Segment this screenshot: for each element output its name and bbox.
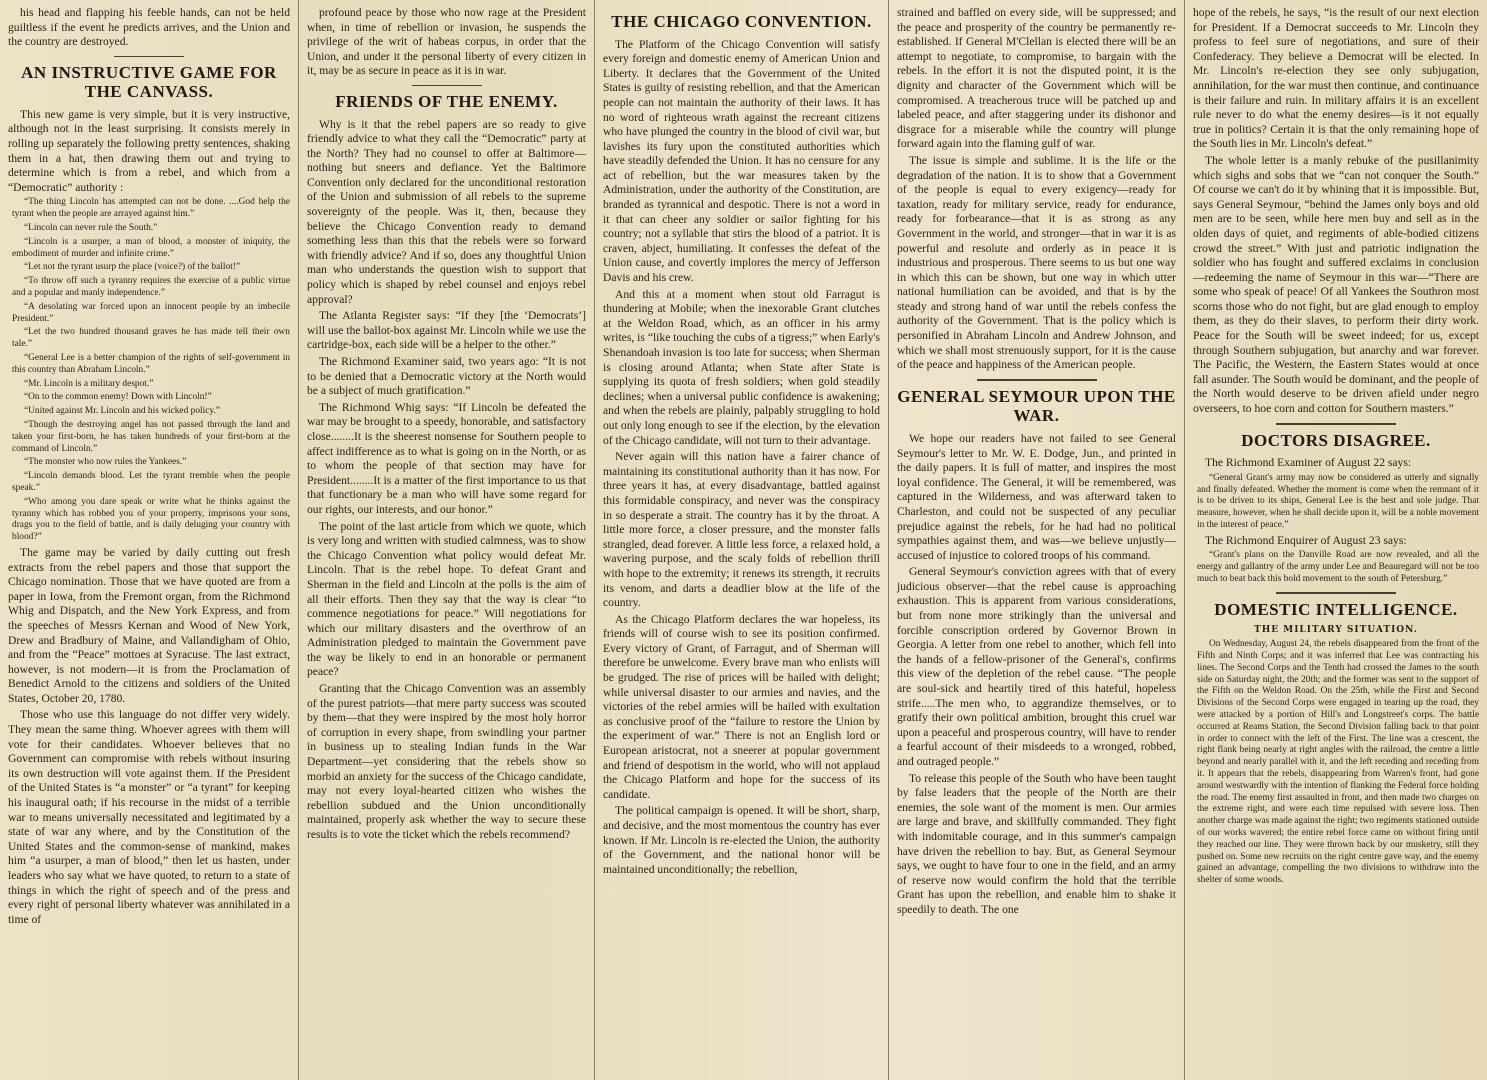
article-paragraph: The Richmond Examiner said, two years ago: “It is not to be denied that a Democratic victory at the North would be a subject of much gratification.”: [307, 355, 586, 398]
quoted-paragraph: “A desolating war forced upon an innocent people by an imbecile President.”: [12, 301, 290, 324]
article-paragraph: The Richmond Whig says: “If Lincoln be defeated the war may be brought to a speedy, honorable, and satisfactory close........It is the sheerest nonsense for Southern people to affect indifference as to what is going on in the North, or as to whom the people of that section may have for President........It is a matter of the first importance to us that that functionary be a man who will have some regard for our rights, our interests, and our honor.”: [307, 400, 586, 516]
quoted-paragraph: “The thing Lincoln has attempted can not be done. ....God help the tyrant when the people are arrayed against him.”: [12, 197, 290, 220]
quoted-paragraph: “Mr. Lincoln is a military despot.”: [24, 378, 154, 389]
quoted-paragraph: “To throw off such a tyranny requires the exercise of a public virtue and a popular and manly independence.”: [12, 276, 290, 299]
quoted-paragraph: “Let the two hundred thousand graves he has made tell their own tale.”: [12, 327, 290, 350]
column-3: [594, 0, 888, 1080]
article-headline: AN INSTRUCTIVE GAME FOR THE CANVASS.: [21, 62, 277, 102]
quoted-paragraph: “Lincoln is a usurper, a man of blood, a monster of iniquity, the embodiment of murder and infinite crime.”: [12, 236, 290, 259]
column-rule: [114, 56, 184, 57]
quoted-paragraph: “Though the destroying angel has not passed through the land and taken your first-born, he has taken hundreds of your first-born at the command of Lincoln.”: [12, 419, 290, 454]
article-paragraph: Never again will this nation have a fairer chance of maintaining its constitutional authority than it has now. For three years it has, at every disadvantage, battled against this formidable conspiracy, and never was the conspiracy in so desperate a strait. The country has it by the throat. A little more force, a closer pressure, and the monster falls strangled, dead forever. A little less force, a relaxed hold, a wavering purpose, and the scaly folds of rebellion thrill with hope to the extremity; it renews its strength, it recruits its venom, and darts a deadlier blow at the life of the country.: [603, 450, 880, 610]
article-paragraph: And this at a moment when stout old Farragut is thundering at Mobile; when the inexorable Grant clutches at the Weldon Road, which, as an officer in his army writes, is “like touching the cubs of a tigress;” when Early's Shenandoah invasion is too late for success; when Sherman is closing around Atlanta; when State after State is supplying its quota of fresh soldiers; when gold steadily declines; when a universal public confidence is awakening; and when the rebels are plainly, palpably struggling to hold out only long enough to see if the election, by the elevation of the Chicago candidate, will not turn to their advantage.: [603, 287, 880, 447]
column-5: [1184, 0, 1487, 1080]
quoted-paragraph: “Let not the tyrant usurp the place (voice?) of the ballot!”: [24, 262, 241, 273]
article-paragraph: The Richmond Examiner of August 22 says:: [1205, 456, 1412, 470]
quoted-paragraph: “On to the common enemy! Down with Lincoln!”: [24, 392, 212, 403]
column-rule: [1276, 423, 1396, 425]
article-paragraph: strained and baffled on every side, will be suppressed; and the peace and prosperity of the country be permanently re-established. If General M'Clellan is elected there will be an attempt to negotiate, to compromise, to bargain with the rebels. In the effort it is not the disputed point, it is the dignity and character of the Government which will be compromised. A treacherous truce will be patched up and labeled peace, and after staggering under its dishonor and disgrace for a miserable while the country will plunge forward again into the flaming gulf of war.: [897, 6, 1176, 151]
article-paragraph: The political campaign is opened. It will be short, sharp, and decisive, and the most momentous the country has ever known. If Mr. Lincoln is re-elected the Union, the authority of the Government, and the national honor will be maintained unconditionally; the rebellion,: [603, 804, 880, 876]
article-paragraph: The issue is simple and sublime. It is the life or the degradation of the nation. It is to show that a Government of the people is equal to every exigency—ready for taxation, ready for military service, ready for endurance, ready for forbearance—that it is as strong as any Government in the world, and stronger—that in war it is as powerful and resolute and orderly as in peace it is industrious and prosperous. There seems to us but one way in which this can be shown, but one way in which utter national humiliation can be avoided, and that is by the steady and strong hand of war until the rebels confess the authority of the Government. That is the policy which is personified in Abraham Lincoln and Andrew Johnson, and which we shall most strenuously support, for it is the cause of the peace and happiness of the American people.: [897, 153, 1176, 372]
column-4: [888, 0, 1184, 1080]
article-paragraph: Why is it that the rebel papers are so ready to give friendly advice to what they call the “Democratic” party at the North? They had no counsel to offer at Baltimore—nothing but sneers and defiance. Yet the Baltimore Convention only declared for the unconditional restoration of the Union and submission of all rebels to the supreme sovereignty of the people. Was it, then, because they believe the Chicago Convention ready to demand something less than this that the rebels were so forward with friendly advice? And if so, does any thoughtful Union man who understands the question wish to support that policy which is shaped by rebel counsel and enjoys rebel approval?: [307, 117, 586, 306]
quoted-paragraph: On Wednesday, August 24, the rebels disappeared from the front of the Fifth and Ninth Corps; and it was inferred that Lee was contracting his lines. The Second Corps and the Tenth had crossed the James to the south side on Saturday night, the 20th; and the former was sent to the support of the Fifth on the Weldon Road. On the 25th, while the First and Second Divisions of the Second Corps were engaged in tearing up the road, they were attacked by a portion of Hill's and Longstreet's corps. The battle occurred at Reams Station, the Second Division falling back to that point in order to connect with the left of the First. The line was a crescent, the right flank being nearly at right angles with the railroad, the centre a little beyond and nearly parallel with it, and the left receding and receding from it. It appears that the rebels, disappearing from Warren's front, had gone around westwardly with the intention of flanking the Federal force holding the road. The enemy first assaulted in front, and then made two charges on the extreme right, and were each time repulsed with severe loss. Then another charge was made against the right; two regiments stationed outside of our works wavered; the entire rebel force came on without firing until they reached our line. They were thrown back by our musketry, still they pushed on. Some new recruits on the right centre gave way, and the enemy gained an advantage, compelling the two divisions to withdraw into the shelter of some woods.: [1197, 639, 1479, 886]
column-2: [298, 0, 594, 1080]
article-paragraph: Those who use this language do not differ very widely. They mean the same thing. Whoever agrees with them will vote for their candidates. Whoever believes that no Government can compromise with rebels without insuring its own destruction will vote against them. If the President of the United States is “a monster” or “a tyrant” for keeping his inaugural oath; if his recourse in the midst of a terrible war to means universally necessitated and legitimated by a state of war any where, and by the Constitution of the United States and the common-sense of mankind, makes him “a usurper, a man of blood,” then let us hasten, under leaders who say what we have quoted, to return to a state of things in which the right of speech and of the press and every right of personal liberty whatever was annihilated in a time of: [8, 708, 290, 926]
article-paragraph: General Seymour's conviction agrees with that of every judicious observer—that the rebel cause is approaching exhaustion. This is apparent from various considerations, but from none more strikingly than the universal and forcible conscription ordered by Governor Brown in Georgia. A letter from one rebel to another, which fell into the hands of a fellow-prisoner of the General's, confirms this view of the depletion of the rebel cause. “The people are soul-sick and heartily tired of this hateful, hopeless strife.....The men who, to aggrandize themselves, or to gratify their own political ambition, brought this cruel war upon a peaceful and prosperous country, will have to render a fearful account of their misdeeds to a wronged, robbed, and outraged people.”: [897, 565, 1176, 768]
quoted-paragraph: “General Grant's army may now be considered as utterly and signally and finally defeated. Whether the moment is come when the remnant of it is to be driven to its ships, General Lee is the best and sole judge. That measure, however, when he shall decide upon it, will be a noble movement in the interest of peace.”: [1197, 472, 1479, 530]
article-headline: DOCTORS DISAGREE.: [1241, 430, 1431, 450]
article-paragraph: his head and flapping his feeble hands, can not be held guiltless if the event he predicts arrives, and the Union and the country are destroyed.: [8, 6, 290, 49]
article-paragraph: hope of the rebels, he says, “is the result of our next election for President. If a Democrat succeeds to Mr. Lincoln they profess to feel sure of negotiations, and sure of their Confederacy. They believe a Democrat will be elected. In Mr. Lincoln's re-election they see only subjugation, annihilation, for the war must then continue, and continuance is their failure and ruin. In military affairs it is an excellent rule never to do what the enemy desires—is it not equally true in politics? Certain it is that the only remaining hope of the South lies in Mr. Lincoln's defeat.”: [1193, 6, 1479, 151]
column-1: [0, 0, 298, 1080]
article-paragraph: We hope our readers have not failed to see General Seymour's letter to Mr. W. E. Dodge, Jun., and printed in the daily papers. It is full of matter, and inspires the most loyal confidence. The General, it will be remembered, was captured in the Wilderness, and was afterward taken to Charleston, and could not be suspected of any peculiar prejudice against the rebels, for he had had no political sympathies against them, and was—we believe unjustly—accused of injustice to colored troops of his command.: [897, 431, 1176, 562]
article-paragraph: This new game is very simple, but it is very instructive, although not in the least surprising. It consists merely in rolling up separately the following pretty sentences, shaking them in a hat, then drawing them out and trying to determine which is from a rebel, and which from a “Democratic” authority :: [8, 107, 290, 194]
article-paragraph: As the Chicago Platform declares the war hopeless, its friends will of course wish to see its position confirmed. Every victory of Grant, of Farragut, and of Sherman will therefore be unwelcome. Every brave man who enlists will be grudged. The rise of prices will be hailed with delight; while universal disaster to our armies and navies, and the victories of the rebel armies will be hailed with exultation as conclusive proof of the “failure to restore the Union by the experiment of war.” There is not an English lord or European aristocrat, not a sneerer at popular government and friend of despotism in the world, who will not applaud the Chicago Platform and hope for the success of its candidate.: [603, 612, 880, 801]
quoted-paragraph: “General Lee is a better champion of the rights of self-government in this country than Abraham Lincoln.”: [12, 353, 290, 375]
quoted-paragraph: “Lincoln demands blood. Let the tyrant tremble when the people speak.”: [12, 471, 290, 493]
article-paragraph: Granting that the Chicago Convention was an assembly of the purest patriots—that mere party success was scouted by them—that they were inspired by the most holy horror of corruption in every shape, from swindling your partner in business up to stealing Indian funds in the War Department—yet considering that the rebels show so morbid an anxiety for the success of the Chicago candidate, may not every loyal-hearted citizen who wishes the rebellion subdued and the Union unconditionally maintained, properly ask whether the way to secure these results is to vote the ticket which the rebels recommend?: [307, 682, 586, 842]
article-paragraph: The game may be varied by daily cutting out fresh extracts from the rebel papers and those that support the Chicago nomination. Those that we have quoted are from a paper in Iowa, from the Fremont organ, from the Richmond Whig and Dispatch, and the New York Express, and from the speeches of Messrs Kernan and Wood of New York, Drew and Bradbury of Maine, and Vallandigham of Ohio, and from the “Peace” mottoes at Syracuse. The last extract, however, is not modern—it is from the Proclamation of Benedict Arnold to the citizens and soldiers of the United States, October 20, 1780.: [8, 545, 290, 705]
article-paragraph: The whole letter is a manly rebuke of the pusillanimity which sighs and sobs that we “can not conquer the South.” Of course we can't do it by whining that it is impossible. But, says General Seymour, “behind the James only boys and old men are to be seen, while here men buy and sell as in the olden days of quiet, and regiments of able-bodied citizens crowd the street.” With just and patriotic indignation the soldier who has fought and suffered exclaims in conclusion—redeeming the name of Seymour in this war—“There are some who speak of peace! Of all Yankees the Southron most scorns those who do not fight, but are glad enough to employ them, as they do their slaves, to perform their dirty work. Peace for the South will be sweet indeed; for us, except through Southern subjugation, but anarchy and war forever. The Pacific, the Western, the Eastern States would at once fall asunder. The South would be dominant, and the people of the North would deserve to be driven afield under negro overseers, to hoe corn and cotton for Southern masters.”: [1193, 153, 1479, 416]
quoted-paragraph: “Lincoln can never rule the South.”: [24, 223, 158, 234]
article-headline: FRIENDS OF THE ENEMY.: [335, 91, 558, 111]
article-paragraph: To release this people of the South who have been taught by false leaders that the people of the North are their enemies, the sole want of the moment is men. Our armies are large and brave, and skillfully commanded. They fight with indomitable courage, and in this summer's campaign have driven the rebellion to bay. But, as General Seymour says, we ought to have four to one in the field, and an army of reserve now would confirm the hold that the terrible Grant has upon the rebellion, and enable him to shake it speedily to death. The one: [897, 771, 1176, 916]
quoted-paragraph: “Grant's plans on the Danville Road are now revealed, and all the energy and gallantry of the army under Lee and Beauregard will not be too much to beat back this bold movement to the south of Petersburg.”: [1197, 550, 1479, 584]
article-headline: DOMESTIC INTELLIGENCE.: [1214, 599, 1458, 619]
article-headline: GENERAL SEYMOUR UPON THE WAR.: [897, 386, 1176, 426]
quoted-paragraph: “United against Mr. Lincoln and his wicked policy.”: [24, 406, 220, 417]
article-paragraph: The point of the last article from which we quote, which is very long and written with studied calmness, was to show the Chicago Convention what policy would defeat Mr. Lincoln. That is the rebel hope. To defeat Grant and Sherman in the field and Lincoln at the polls is the aim of all their efforts. Then they say that the way is clear “to commence negotiations for peace.” Will negotiations for which our military disasters and the overthrow of an Administration pledged to maintain the Government pave the way be likely to end in an honorable or permanent peace?: [307, 519, 586, 679]
quoted-paragraph: “Who among you dare speak or write what he thinks against the tyranny which has robbed you of your property, imprisons your sons, drags you to the field of battle, and is daily deluging your country with blood?”: [12, 496, 290, 543]
column-rule: [412, 85, 482, 86]
column-rule: [1276, 592, 1396, 594]
column-rule: [977, 379, 1097, 381]
article-paragraph: The Atlanta Register says: “If they [the ‘Democrats’] will use the ballot-box against Mr. Lincoln while we use the cartridge-box, each side will be a helper to the other.”: [307, 309, 586, 352]
article-headline: THE CHICAGO CONVENTION.: [611, 12, 872, 31]
quoted-paragraph: “The monster who now rules the Yankees.”: [24, 457, 187, 468]
article-paragraph: The Platform of the Chicago Convention will satisfy every foreign and domestic enemy of American Union and Liberty. It declares that the Government of the United States is guilty of resisting rebellion, and that the American people can not maintain the authority of their laws. It has no word of righteous wrath against the recreant citizens who have plunged the country in the blood of civil war, but lavishes its fury upon the constituted authorities which have steadily defended the Union. It has no censure for any act of rebellion, but the war measures taken by the Administration, under the authority of the Constitution, are branded as tyrannical and despotic. There is not a word in it that can cheer any soldier or sailor fighting for his country; not a syllable that stirs the blood of a patriot. It is craven, abject, humiliating. It confesses the defeat of the Union cause, and covertly implores the mercy of Jefferson Davis and his crew.: [603, 37, 880, 285]
article-subheading: THE MILITARY SITUATION.: [1254, 625, 1418, 636]
article-paragraph: profound peace by those who now rage at the President when, in time of rebellion or invasion, he suspends the privilege of the writ of habeas corpus, in order that the Union, and under it the personal liberty of every citizen in it, may be as secure in peace as it is in war.: [307, 6, 586, 78]
article-paragraph: The Richmond Enquirer of August 23 says:: [1205, 533, 1407, 547]
